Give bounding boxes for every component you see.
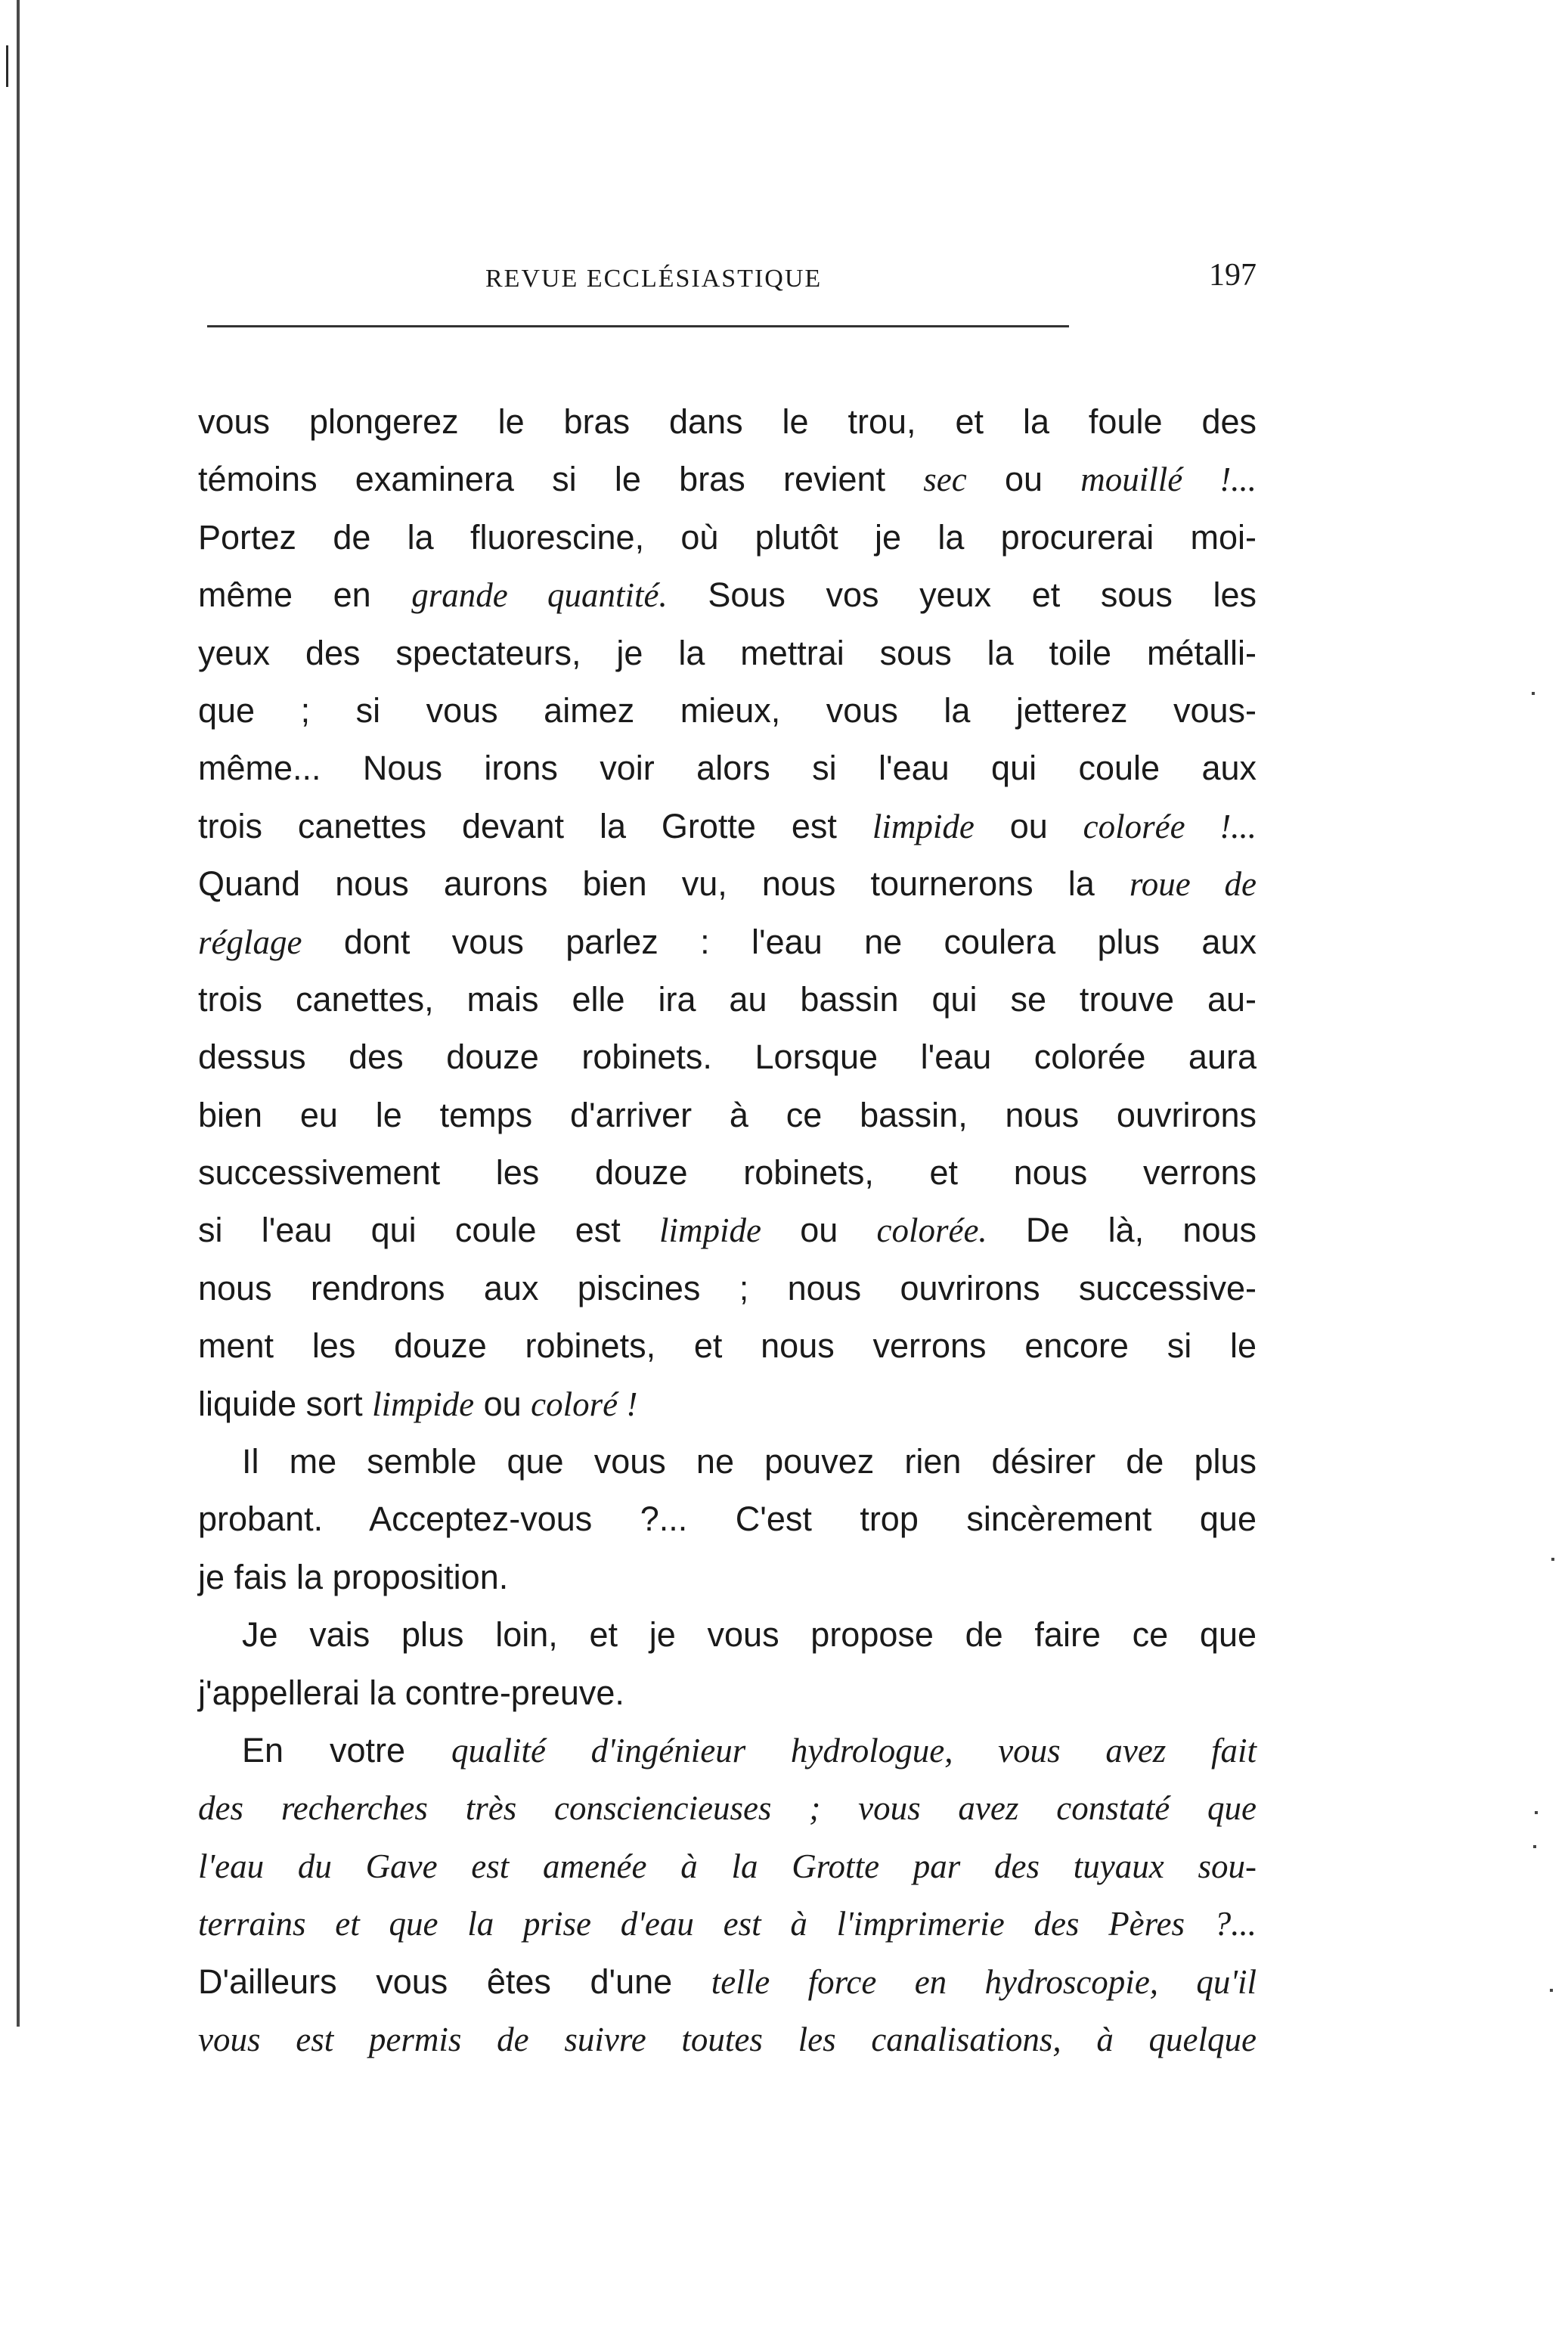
- body-text: [198, 393, 1257, 2068]
- italic-text: grande quantité.: [411, 576, 668, 615]
- text-line: [198, 1953, 1257, 2011]
- text-line: [198, 393, 1257, 451]
- text-segment: D'ailleurs vous êtes d'une: [198, 1962, 711, 2001]
- text-line: [198, 855, 1257, 913]
- italic-text: limpide: [372, 1385, 475, 1423]
- text-segment: dont vous parlez : l'eau ne coulera plus aux: [302, 922, 1257, 961]
- text-segment: trois canettes devant la Grotte est: [198, 806, 872, 845]
- italic-text: limpide: [872, 807, 975, 845]
- text-segment: vous plongerez le bras dans le trou, et la foule des: [198, 402, 1257, 441]
- text-segment: je fais la proposition.: [198, 1557, 509, 1596]
- scan-edge-mark: [6, 45, 8, 87]
- page-header: [198, 250, 1257, 310]
- text-line: [198, 1202, 1257, 1259]
- text-line: [198, 1606, 1257, 1664]
- text-segment: nous rendrons aux piscines ; nous ouvrirons successive-: [198, 1268, 1257, 1307]
- text-segment: Sous vos yeux et sous les: [667, 575, 1257, 615]
- text-segment: Quand nous aurons bien vu, nous tournerons la: [198, 864, 1130, 904]
- text-segment: De là, nous: [987, 1211, 1257, 1250]
- text-segment: bien eu le temps d'arriver à ce bassin, nous ouvrirons: [198, 1095, 1257, 1134]
- text-line: [198, 1144, 1257, 1202]
- text-line: [198, 1260, 1257, 1317]
- text-line: [198, 1838, 1257, 1895]
- text-line: [198, 566, 1257, 624]
- text-segment: En votre: [242, 1730, 451, 1770]
- text-line: [198, 1722, 1257, 1779]
- text-segment: liquide sort: [198, 1384, 373, 1423]
- italic-text: telle force en hydroscopie, qu'il: [711, 1962, 1257, 2001]
- text-line: [198, 1317, 1257, 1375]
- text-segment: trois canettes, mais elle ira au bassin qui se trouve au-: [198, 979, 1257, 1019]
- page-number: 197: [1209, 258, 1257, 293]
- text-segment: ou: [966, 460, 1081, 499]
- running-title: REVUE ECCLÉSIASTIQUE: [485, 265, 823, 293]
- text-segment: dessus des douze robinets. Lorsque l'eau colorée aura: [198, 1038, 1257, 1077]
- text-line: [198, 740, 1257, 797]
- text-line: [198, 1664, 1257, 1722]
- text-line: [198, 971, 1257, 1028]
- text-line: [198, 2011, 1257, 2068]
- italic-text: mouillé !...: [1080, 461, 1257, 499]
- text-line: [198, 1376, 1257, 1433]
- text-line: [198, 798, 1257, 855]
- text-segment: ment les douze robinets, et nous verrons encore si le: [198, 1326, 1257, 1366]
- text-line: [198, 1490, 1257, 1548]
- text-segment: Portez de la fluorescine, où plutôt je la procurerai moi-: [198, 517, 1257, 557]
- text-line: [198, 1895, 1257, 1953]
- text-segment: yeux des spectateurs, je la mettrai sous la toile métalli-: [198, 633, 1257, 672]
- text-line: [198, 913, 1257, 971]
- italic-text: vous est permis de suivre toutes les canalisations, à quelque: [198, 2020, 1257, 2058]
- text-line: [198, 1549, 1257, 1606]
- italic-text: terrains et que la prise d'eau est à l'imprimerie des Pères ?...: [198, 1905, 1257, 1943]
- italic-text: réglage: [198, 923, 302, 961]
- text-line: [198, 1779, 1257, 1837]
- text-line: [198, 1028, 1257, 1086]
- italic-text: qualité d'ingénieur hydrologue, vous avez fait: [451, 1731, 1257, 1770]
- book-page: [198, 250, 1257, 2058]
- text-line: [198, 451, 1257, 508]
- text-segment: que ; si vous aimez mieux, vous la jetterez vous-: [198, 690, 1257, 730]
- italic-text: roue de: [1129, 865, 1257, 904]
- italic-text: l'eau du Gave est amenée à la Grotte par des tuyaux sou-: [198, 1847, 1257, 1885]
- scan-page-edge: [17, 0, 20, 2027]
- italic-text: des recherches très consciencieuses ; vous avez constaté que: [198, 1789, 1257, 1828]
- text-line: [198, 1087, 1257, 1144]
- text-segment: probant. Acceptez-vous ?... C'est trop sincèrement que: [198, 1500, 1257, 1539]
- text-segment: ou: [761, 1211, 877, 1250]
- text-segment: Il me semble que vous ne pouvez rien désirer de plus: [242, 1442, 1257, 1481]
- italic-text: colorée !...: [1083, 807, 1257, 845]
- text-segment: si l'eau qui coule est: [198, 1211, 659, 1250]
- italic-text: sec: [923, 461, 967, 499]
- text-segment: Je vais plus loin, et je vous propose de faire ce que: [242, 1615, 1257, 1655]
- text-line: [198, 682, 1257, 740]
- italic-text: colorée.: [876, 1211, 987, 1250]
- italic-text: limpide: [658, 1211, 761, 1250]
- italic-text: coloré !: [531, 1385, 638, 1423]
- text-line: [198, 1433, 1257, 1490]
- text-line: [198, 625, 1257, 682]
- header-rule: [207, 325, 1069, 327]
- text-segment: ou: [974, 806, 1083, 845]
- text-segment: même... Nous irons voir alors si l'eau qui coule aux: [198, 749, 1257, 788]
- text-segment: ou: [474, 1384, 531, 1423]
- text-segment: j'appellerai la contre-preuve.: [198, 1673, 624, 1712]
- text-segment: successivement les douze robinets, et nous verrons: [198, 1153, 1257, 1193]
- text-segment: témoins examinera si le bras revient: [198, 460, 924, 499]
- text-segment: même en: [198, 575, 412, 615]
- text-line: [198, 509, 1257, 566]
